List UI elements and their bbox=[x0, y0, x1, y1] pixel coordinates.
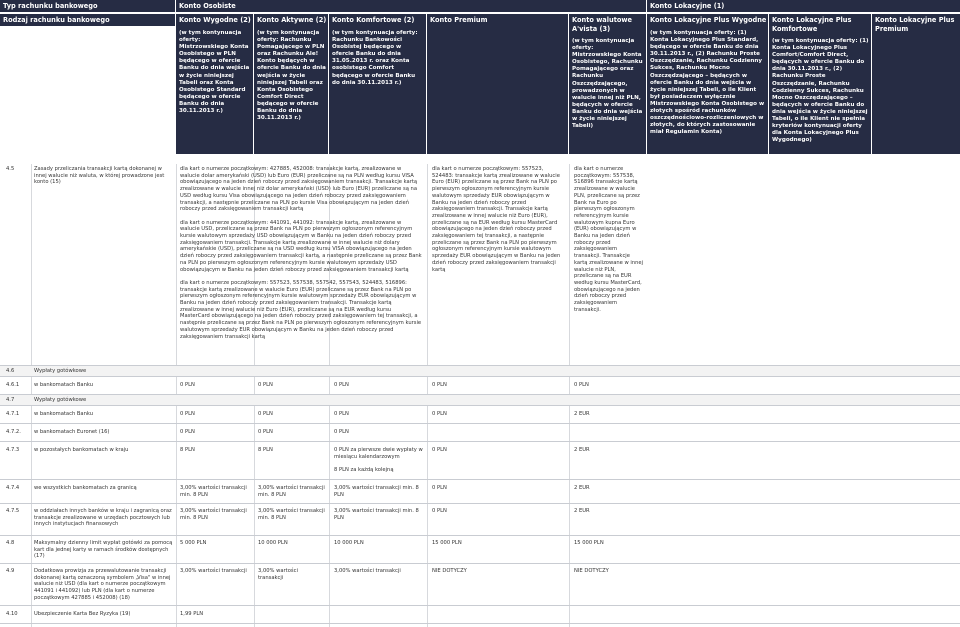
row-cell: 8 PLN bbox=[180, 447, 195, 453]
col-komfortowe-title: Konto Komfortowe (2) bbox=[329, 14, 426, 26]
row-cell: NIE DOTYCZY bbox=[574, 568, 609, 574]
row-cell: 3,00% wartości transakcji min. 8 PLN bbox=[334, 508, 419, 521]
col-premium-title: Konto Premium bbox=[427, 14, 568, 26]
row-cell: NIE DOTYCZY bbox=[432, 568, 467, 574]
row-number: 4.9 bbox=[6, 568, 15, 574]
row-number: 4.7.2. bbox=[6, 429, 21, 435]
row-cell: 0 PLN bbox=[334, 382, 349, 388]
row-number: 4.7.4 bbox=[6, 485, 20, 491]
row-cell: 0 PLN bbox=[258, 429, 273, 435]
row-cell: 0 PLN bbox=[432, 447, 447, 453]
row-label: Wypłaty gotówkowe bbox=[34, 368, 87, 374]
table-row bbox=[0, 480, 960, 504]
row-cell: dla kart o numerze początkowym: 557523, 524483: transakcje kartą zrealizowane w walucie Euro (EUR) przeliczane są przez Bank na PLN po pierwszym ogłoszonym referencyjnym kursie walutowym sprzedaży EUR obowiązującym w Banku na jeden dzień roboczy przed zaksięgowaniem transakcji. Transakcje kartą zrealizowane w innej walucie niż Euro (EUR), przeliczane są na EUR według kursu MasterCard obowiązującego na jeden dzień roboczy przed zaksięgowaniem tej transakcji, a następnie przeliczane są przez Bank na PLN po pierwszym ogłoszonym referencyjnym kursie walutowym sprzedaży EUR obowiązującym w Banku na jeden dzień roboczy przed zaksięgowaniem transakcji kartą bbox=[432, 166, 561, 273]
table-row bbox=[0, 377, 960, 395]
row-cell: 0 PLN bbox=[180, 429, 195, 435]
row-cell: 0 PLN bbox=[432, 508, 447, 514]
row-cell: 2 EUR bbox=[574, 508, 590, 514]
table-row bbox=[0, 424, 960, 442]
table-header bbox=[0, 0, 960, 154]
col-premium bbox=[427, 14, 568, 154]
col-aktywne bbox=[254, 14, 328, 154]
row-number: 4.7.5 bbox=[6, 508, 20, 514]
row-cell: 3,00% wartości transakcji bbox=[334, 568, 401, 574]
row-cell: 0 PLN za pierwsze dwie wypłaty w miesiącu kalendarzowym 8 PLN za każdą kolejną bbox=[334, 447, 423, 474]
row-label: Zasady przeliczania transakcji kartą dokonanej w innej walucie niż waluta, w której prowadzone jest konto (15) bbox=[34, 166, 165, 186]
row-cell: 0 PLN bbox=[180, 411, 195, 417]
col-lok-plus-komfortowe-title: Konto Lokacyjne Plus Komfortowe bbox=[769, 14, 871, 36]
row-cell: 3,00% wartości transakcji bbox=[258, 568, 298, 581]
row-cell: dla kart o numerze początkowym: 557538, 516896 transakcje kartą zrealizowane w walucie PLN, przeliczane są przez Bank na Euro po pierwszym ogłoszonym referencyjnym kursie walutowym kupna Euro (EUR) obowiązującym w Banku na jeden dzień roboczy przed zaksięgowaniem transakcji. Transakcje kartą zrealizowane w innej walucie niż PLN, przeliczane są na EUR według kursu MasterCard, obowiązującego na jeden dzień roboczy przed zaksięgowaniem transakcji. bbox=[574, 166, 644, 313]
row-cell: 0 PLN bbox=[574, 382, 589, 388]
table-row bbox=[0, 442, 960, 480]
col-wygodne bbox=[176, 14, 253, 154]
header-konto-osobiste: Konto Osobiste bbox=[176, 0, 646, 12]
col-lok-plus-komfortowe bbox=[769, 14, 871, 154]
col-komfortowe bbox=[329, 14, 426, 154]
row-number: 4.7 bbox=[6, 397, 15, 403]
row-cell: 0 PLN bbox=[432, 485, 447, 491]
table-row bbox=[0, 366, 960, 377]
row-cell: 0 PLN bbox=[258, 411, 273, 417]
row-cell: 8 PLN bbox=[258, 447, 273, 453]
col-walutowe bbox=[569, 14, 646, 154]
row-cell: 0 PLN bbox=[180, 382, 195, 388]
row-label: Maksymalny dzienny limit wypłat gotówki za pomocą kart dla jednej karty w ramach środków dostępnych (17) bbox=[34, 540, 173, 560]
row-cell: 0 PLN bbox=[334, 429, 349, 435]
row-cell: 0 PLN bbox=[334, 411, 349, 417]
table-row bbox=[0, 536, 960, 564]
row-number: 4.8 bbox=[6, 540, 15, 546]
row-number: 4.7.3 bbox=[6, 447, 20, 453]
row-label: w bankomatach Banku bbox=[34, 411, 94, 417]
row-cell: 0 PLN bbox=[432, 411, 447, 417]
col-lok-plus-premium-title: Konto Lokacyjne Plus Premium bbox=[872, 14, 960, 36]
table-row bbox=[0, 504, 960, 536]
row-cell: 2 EUR bbox=[574, 411, 590, 417]
row-cell: 0 PLN bbox=[432, 382, 447, 388]
col-komfortowe-note: (w tym kontynuacja oferty: Rachunku Bankowości Osobistej będącego w ofercie Banku do dnia 31.05.2013 r. oraz Konta osobistego Comfort będącego w ofercie Banku do dnia 30.11.2013 r.) bbox=[332, 30, 418, 86]
row-cell: 3,00% wartości transakcji min. 8 PLN bbox=[334, 485, 419, 498]
table-row bbox=[0, 564, 960, 606]
row-cell: 10 000 PLN bbox=[334, 540, 364, 546]
row-cell: 3,00% wartości transakcji min. 8 PLN bbox=[180, 508, 247, 521]
row-number: 4.6 bbox=[6, 368, 15, 374]
col-aktywne-note: (w tym kontynuacja oferty: Rachunku Pomagającego w PLN oraz Rachunku Ale! Konto będących w ofercie Banku do dnia wejścia w życie niniejszej Tabeli oraz Konta Osobistego Comfort Direct będącego w ofercie Banku do dnia 30.11.2013 r.) bbox=[257, 30, 326, 122]
row-cell: dla kart o numerze początkowym: 427885, 452008: transakcje kartą, zrealizowane w walucie dolar amerykański (USD) lub Euro (EUR) przeliczane są na PLN według kursu VISA obowiązującego na jeden dzień roboczy przed zaksięgowaniem transakcji. Transakcje kartą zrealizowane w walucie innej niż dolar amerykański (USD) lub Euro (EUR) przeliczane są na USD według kursu Visa obowiązującego na jeden dzień roboczy przed zaksięgowaniem transakcji, a następnie przeliczane na PLN po kursie Visa obowiązującym na jeden dzień roboczy przed zaksięgowaniem transakcji kartą dla kart o numerze początkowym: 441091, 441092: transakcje kartą, zrealizowane w walucie USD, przeliczane są przez Bank na PLN po pierwszym ogłoszonym referencyjnym kursie walutowym sprzedaży USD obowiązującym w Banku na jeden dzień roboczy przed zaksięgowaniem transakcji. Transakcje kartą zrealizowane w innej walucie niż dolary amerykańskie (USD), przeliczane są na USD według kursu VISA obowiązującego na jeden dzień roboczy przed zaksięgowaniem transakcji kartą, a następnie przeliczane są przez Bank na PLN po pierwszym ogłoszonym referencyjnym kursie walutowym sprzedaży USD obowiązującym w Banku na jeden dzień roboczy przed zaksięgowaniem transakcji kartą dla kart o numerze początkowym: 557523, 557538, 557542, 557543, 524483, 516896: transakcje kartą zrealizowane w walucie Euro (EUR) przeliczane są przez Bank na PLN po pierwszym ogłoszonym referencyjnym kursie walutowym sprzedaży EUR obowiązującym w Banku na jeden dzień roboczy przed zaksięgowaniem transakcji. Transakcje kartą zrealizowane w innej walucie niż Euro (EUR), przeliczane są na EUR według kursu MasterCard obowiązującego na jeden dzień roboczy przed zaksięgowaniem tej transakcji, a następnie przeliczane są przez Bank na PLN po pierwszym ogłoszonym referencyjnym kursie walutowym sprzedaży EUR obowiązującym w Banku na jeden dzień roboczy przed zaksięgowaniem transakcji kartą bbox=[180, 166, 422, 340]
row-cell: 2 EUR bbox=[574, 485, 590, 491]
col-lok-plus-komfortowe-note: (w tym kontynuacja oferty: (1) Konta Lokacyjnego Plus Comfort/Comfort Direct, będących w ofercie Banku do dnia 30.11.2013 r., (2) Rachunku Proste Oszczędzanie, Rachunku Codzienny Sukces, Rachunku Mocno Oszczędzającego – będących w ofercie Banku do dnia wejścia w życie niniejszej Tabeli, o ile Klient nie spełnia kryteriów kontynuacji oferty dla Konta Lokacyjnego Plus Wygodnego) bbox=[772, 38, 869, 144]
row-label: we wszystkich bankomatach za granicą bbox=[34, 485, 137, 491]
row-cell: 3,00% wartości transakcji bbox=[180, 568, 247, 574]
row-label: Wypłaty gotówkowe bbox=[34, 397, 87, 403]
row-label: Dodatkowa prowizja za przewalutowanie transakcji dokonanej kartą oznaczoną symbolem „Visa" w innej walucie niż USD (dla kart o numerze początkowym 441091 i 441092) lub PLN (dla kart o numerze początkowym 427885 i 452008) (18) bbox=[34, 568, 171, 601]
row-number: 4.10 bbox=[6, 611, 18, 617]
row-cell: 3,00% wartości transakcji min. 8 PLN bbox=[258, 485, 325, 498]
row-label: Ubezpieczenie Karta Bez Ryzyka (19) bbox=[34, 611, 131, 617]
row-cell: 5 000 PLN bbox=[180, 540, 207, 546]
row-label: w bankomatach Euronet (16) bbox=[34, 429, 110, 435]
col-wygodne-title: Konto Wygodne (2) bbox=[176, 14, 253, 26]
col-walutowe-title: Konto walutowe A'vista (3) bbox=[569, 14, 646, 36]
col-lok-plus-premium bbox=[872, 14, 960, 154]
col-lok-plus-wygodne-title: Konto Lokacyjne Plus Wygodne bbox=[647, 14, 768, 26]
row-label: w bankomatach Banku bbox=[34, 382, 94, 388]
table-row bbox=[0, 164, 960, 366]
table-row bbox=[0, 606, 960, 624]
col-lok-plus-wygodne bbox=[647, 14, 768, 154]
table-row bbox=[0, 406, 960, 424]
row-cell: 0 PLN bbox=[258, 382, 273, 388]
col-aktywne-title: Konto Aktywne (2) bbox=[254, 14, 328, 26]
row-cell: 15 000 PLN bbox=[432, 540, 462, 546]
row-cell: 2 EUR bbox=[574, 447, 590, 453]
col-lok-plus-wygodne-note: (w tym kontynuacja oferty: (1) Konta Lokacyjnego Plus Standard, będącego w ofercie Banku do dnia 30.11.2013 r., (2) Rachunku Proste Oszczędzanie, Rachunku Codzienny Sukces, Rachunku Mocno Oszczędzającego – będących w ofercie Banku do dnia wejścia w życie niniejszej Tabeli, o ile Klient był posiadaczem wyłącznie Mistrzowskiego Konta Osobistego w złotych spośród rachunków oszczędnościowo-rozliczeniowych w złotych, do których zastosowanie miał Regulamin Konta) bbox=[650, 30, 765, 136]
col-walutowe-note: (w tym kontynuacja oferty: Mistrzowskiego Konta Osobistego, Rachunku Pomagającego oraz Rachunku Oszczędzającego, prowadzonych w walucie innej niż PLN, będących w ofercie Banku do dnia wejścia w życie niniejszej Tabeli) bbox=[572, 38, 643, 130]
row-cell: 1,99 PLN bbox=[180, 611, 204, 617]
row-cell: 10 000 PLN bbox=[258, 540, 288, 546]
header-konto-lokacyjne: Konto Lokacyjne (1) bbox=[647, 0, 960, 12]
col-wygodne-note: (w tym kontynuacja oferty: Mistrzowskiego Konta Osobistego w PLN będącego w ofercie Banku do dnia wejścia w życie niniejszej Tabeli oraz Konta Osobistego Standard będącego w ofercie Banku do dnia 30.11.2013 r.) bbox=[179, 30, 250, 115]
row-label: w pozostałych bankomatach w kraju bbox=[34, 447, 129, 453]
header-account-type: Typ rachunku bankowego bbox=[0, 0, 175, 12]
row-number: 4.7.1 bbox=[6, 411, 20, 417]
header-account-kind: Rodzaj rachunku bankowego bbox=[0, 14, 175, 26]
table-row bbox=[0, 395, 960, 406]
row-cell: 3,00% wartości transakcji min. 8 PLN bbox=[258, 508, 325, 521]
row-cell: 3,00% wartości transakcji min. 8 PLN bbox=[180, 485, 247, 498]
row-label: w oddziałach innych banków w kraju i zagranicą oraz transakcje zrealizowane w urzędach pocztowych lub innych instytucjach finansowych bbox=[34, 508, 172, 528]
row-number: 4.6.1 bbox=[6, 382, 20, 388]
row-cell: 15 000 PLN bbox=[574, 540, 604, 546]
row-number: 4.5 bbox=[6, 166, 15, 172]
